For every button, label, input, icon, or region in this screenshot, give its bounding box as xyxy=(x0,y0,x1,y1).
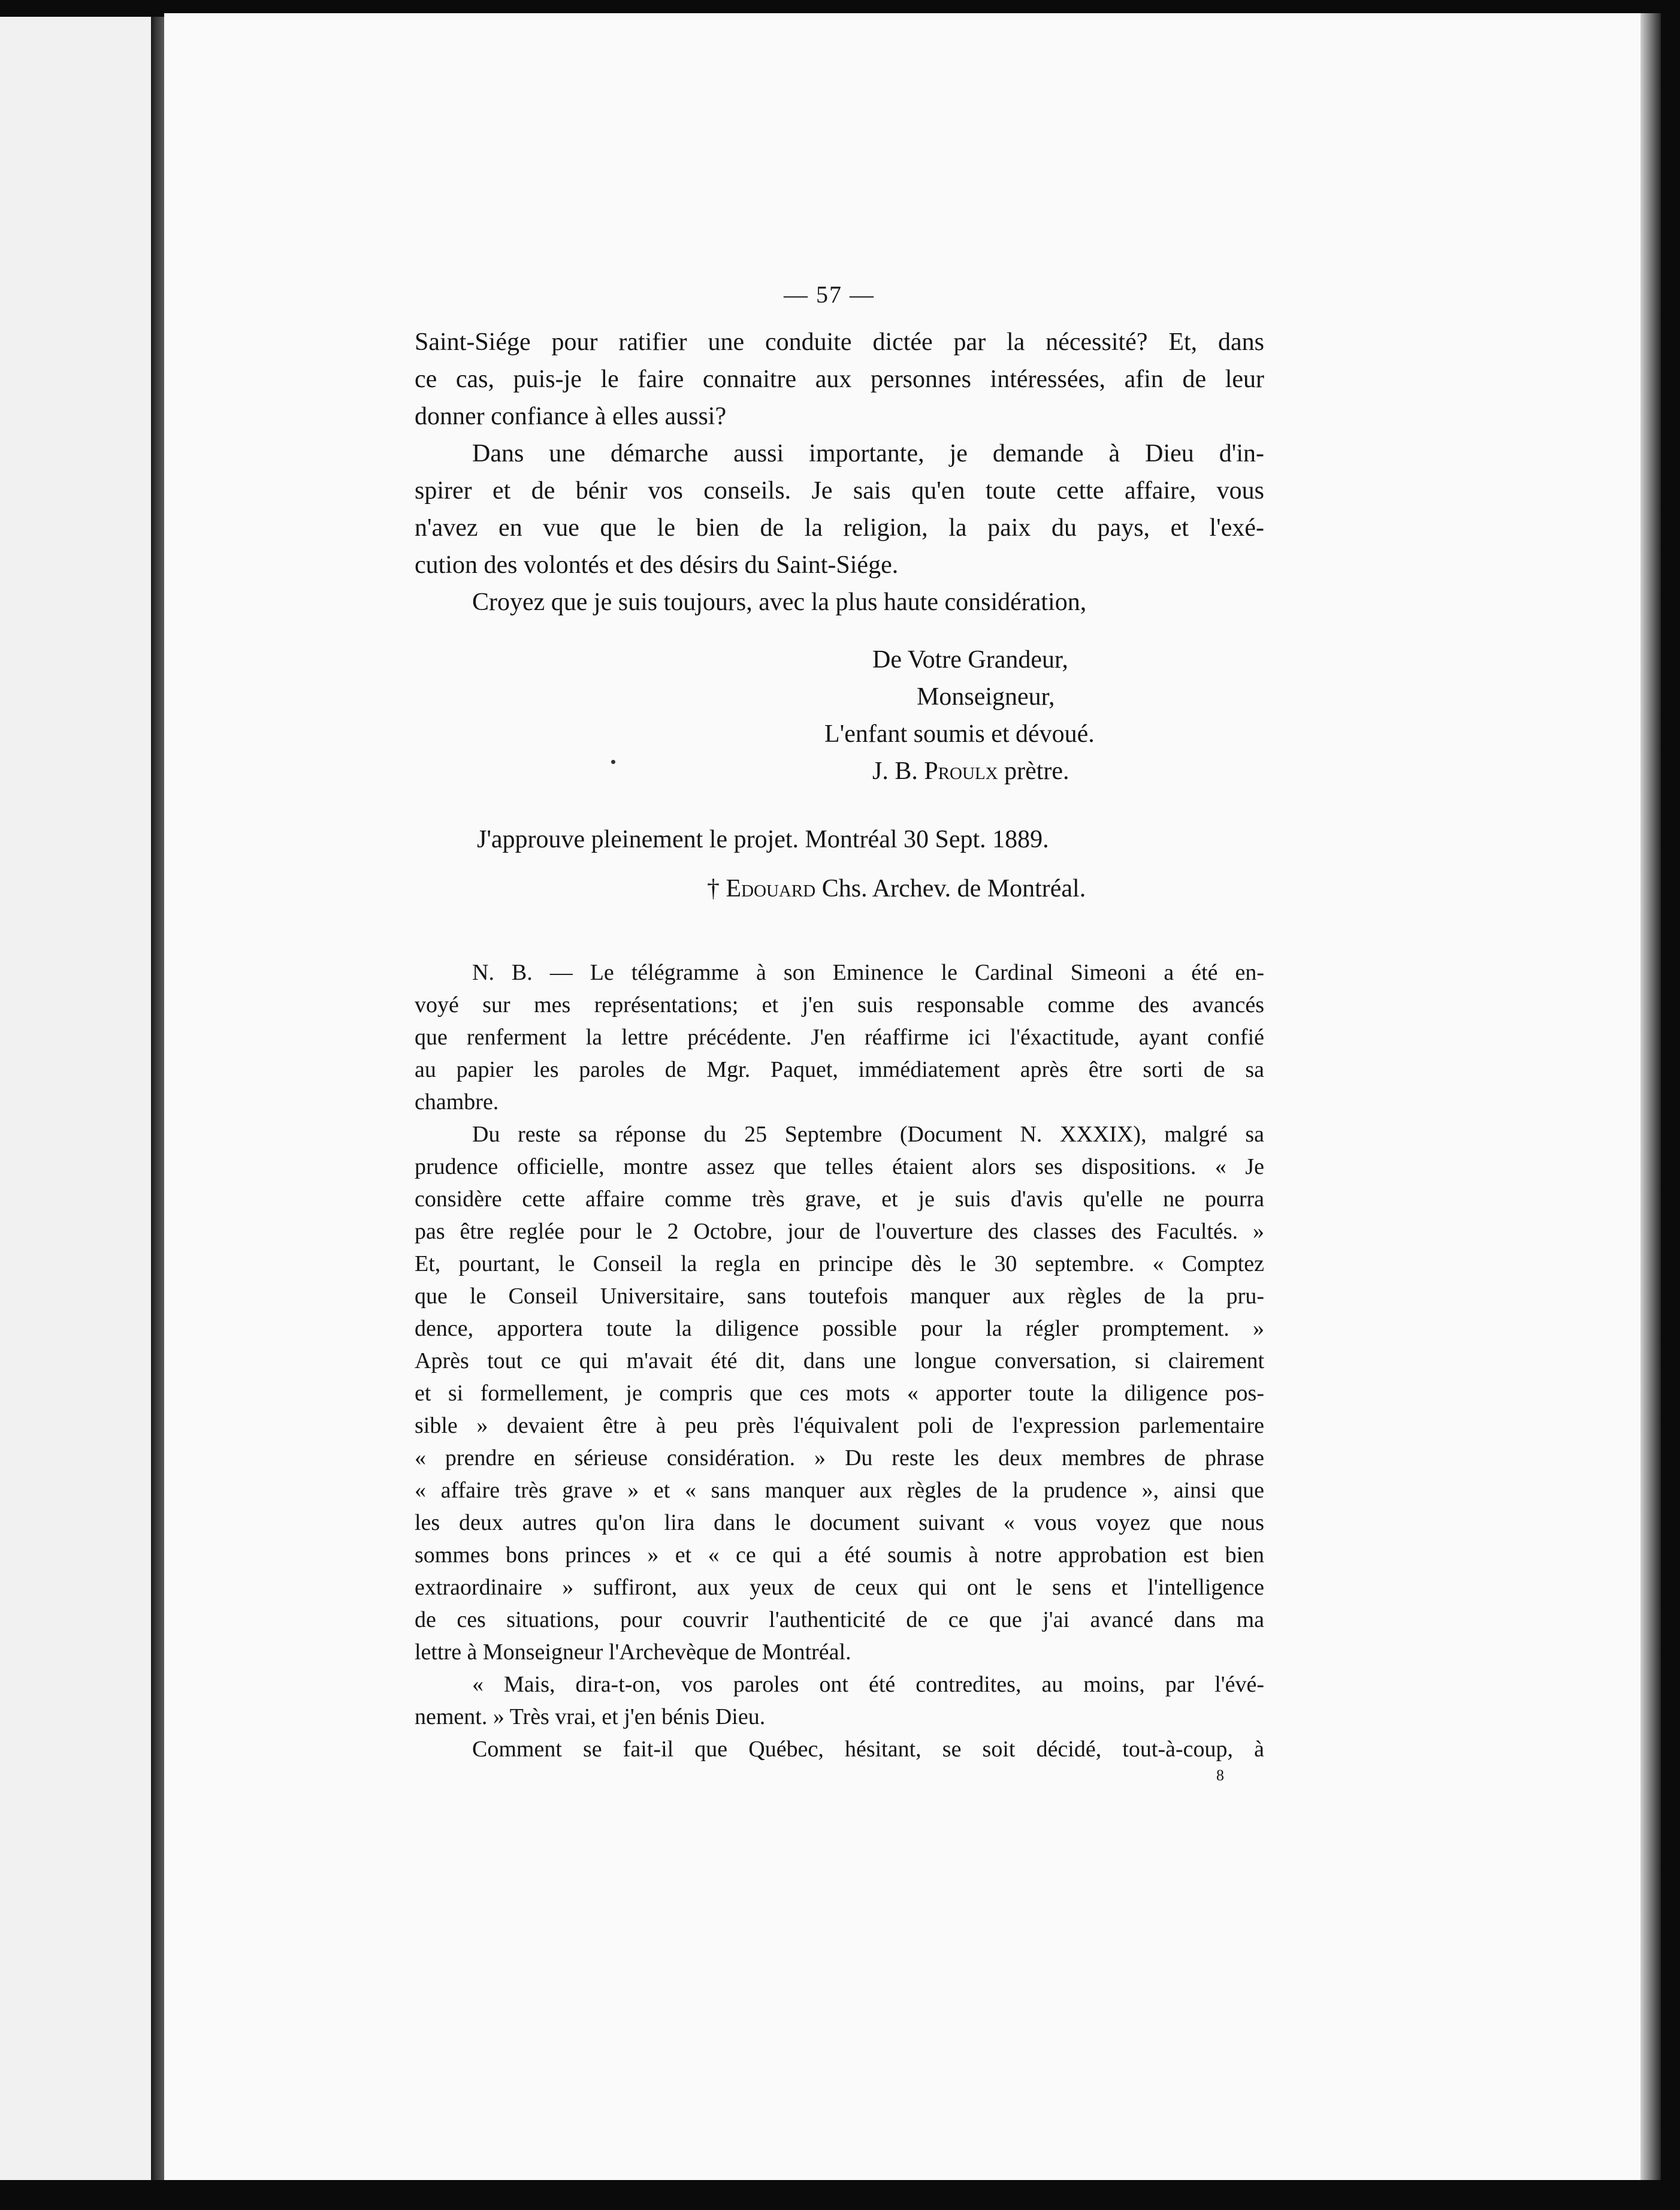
text-line: Et, pourtant, le Conseil la regla en principe dès le 30 septembre. « Comptez xyxy=(415,1251,1264,1276)
note-paragraph-1 xyxy=(415,956,1264,1118)
text-line: sommes bons princes » et « ce qui a été soumis à notre approbation est bien xyxy=(415,1542,1264,1568)
text-line: que renferment la lettre précédente. J'en réaffirme ici l'éxactitude, ayant confié xyxy=(415,1025,1264,1050)
text-line: pas être reglée pour le 2 Octobre, jour de l'ouverture des classes des Facultés. » xyxy=(415,1219,1264,1244)
text-line: Comment se fait-il que Québec, hésitant, se soit décidé, tout-à-coup, à xyxy=(472,1737,1264,1762)
text-line: que le Conseil Universitaire, sans toutefois manquer aux règles de la pru- xyxy=(415,1284,1264,1309)
text-line: Du reste sa réponse du 25 Septembre (Document N. XXXIX), malgré sa xyxy=(472,1122,1264,1147)
approval-signature xyxy=(707,870,1086,907)
text-line: N. B. — Le télégramme à son Eminence le Cardinal Simeoni a été en- xyxy=(472,960,1264,985)
text-line: Après tout ce qui m'avait été dit, dans une longue conversation, si clairement xyxy=(415,1348,1264,1373)
approval-signer-rest: Chs. Archev. de Montréal. xyxy=(821,875,1086,902)
text-line: donner confiance à elles aussi? xyxy=(415,403,727,430)
letter-paragraph-2 xyxy=(415,435,1264,584)
text-line: considère cette affaire comme très grave, et je suis d'avis qu'elle ne pourra xyxy=(415,1186,1264,1212)
text-line: lettre à Monseigneur l'Archevèque de Montréal. xyxy=(415,1640,851,1665)
text-line: Saint-Siége pour ratifier une conduite dictée par la nécessité? Et, dans xyxy=(415,328,1264,356)
signature-mark: 8 xyxy=(1216,1767,1224,1784)
text-line: Croyez que je suis toujours, avec la plus haute considération, xyxy=(472,588,1087,616)
letter-paragraph-3 xyxy=(415,584,1264,621)
letter-paragraph-1 xyxy=(415,324,1264,435)
text-line: sible » devaient être à peu près l'équivalent poli de l'expression parlementaire xyxy=(415,1413,1264,1438)
text-line: cution des volontés et des désirs du Saint-Siége. xyxy=(415,551,899,579)
signature-suffix: prètre. xyxy=(1004,757,1069,785)
text-line: dence, apportera toute la diligence possible pour la régler promptement. » xyxy=(415,1316,1264,1341)
text-line: voyé sur mes représentations; et j'en suis responsable comme des avancés xyxy=(415,992,1264,1018)
text-line: et si formellement, je compris que ces mots « apporter toute la diligence pos- xyxy=(415,1381,1264,1406)
page-number: — 57 — xyxy=(784,281,875,308)
signature-initials: J. B. xyxy=(872,757,918,785)
text-line: les deux autres qu'on lira dans le document suivant « vous voyez que nous xyxy=(415,1510,1264,1535)
text-line: « prendre en sérieuse considération. » Du reste les deux membres de phrase xyxy=(415,1445,1264,1471)
facing-page xyxy=(0,17,151,2180)
text-line: spirer et de bénir vos conseils. Je sais qu'en toute cette affaire, vous xyxy=(415,477,1264,505)
text-line: au papier les paroles de Mgr. Paquet, immédiatement après être sorti de sa xyxy=(415,1057,1264,1082)
closing-line-2: Monseigneur, xyxy=(917,683,1055,711)
print-speck xyxy=(611,760,615,764)
note-paragraph-4 xyxy=(415,1733,1264,1765)
text-line: « affaire très grave » et « sans manquer aux règles de la prudence », ainsi que xyxy=(415,1478,1264,1503)
text-line: Dans une démarche aussi importante, je demande à Dieu d'in- xyxy=(472,440,1264,467)
text-line: ce cas, puis-je le faire connaitre aux personnes intéressées, afin de leur xyxy=(415,366,1264,393)
text-line: de ces situations, pour couvrir l'authenticité de ce que j'ai avancé dans ma xyxy=(415,1607,1264,1632)
signature-name: Proulx xyxy=(924,757,998,785)
closing-line-1: De Votre Grandeur, xyxy=(872,646,1068,674)
letter-body xyxy=(415,324,1264,621)
signature-line xyxy=(872,753,1069,790)
book-gutter xyxy=(151,17,164,2180)
text-line: nement. » Très vrai, et j'en bénis Dieu. xyxy=(415,1704,766,1729)
approval-text: J'approuve pleinement le projet. Montréal 30 Sept. 1889. xyxy=(477,826,1049,853)
closing-line-3: L'enfant soumis et dévoué. xyxy=(824,720,1095,748)
cross-mark: † xyxy=(707,875,720,902)
note-body xyxy=(415,956,1264,1765)
text-line: prudence officielle, montre assez que telles étaient alors ses dispositions. « Je xyxy=(415,1154,1264,1179)
text-line: extraordinaire » suffiront, aux yeux de ceux qui ont le sens et l'intelligence xyxy=(415,1575,1264,1600)
note-paragraph-3 xyxy=(415,1668,1264,1733)
text-line: « Mais, dira-t-on, vos paroles ont été contredites, au moins, par l'évé- xyxy=(472,1672,1264,1697)
text-line: n'avez en vue que le bien de la religion, la paix du pays, et l'exé- xyxy=(415,514,1264,542)
text-line: chambre. xyxy=(415,1089,499,1115)
page-edge-shadow xyxy=(1640,13,1661,2180)
note-paragraph-2 xyxy=(415,1118,1264,1668)
approval-signer-name: Edouard xyxy=(726,875,816,902)
